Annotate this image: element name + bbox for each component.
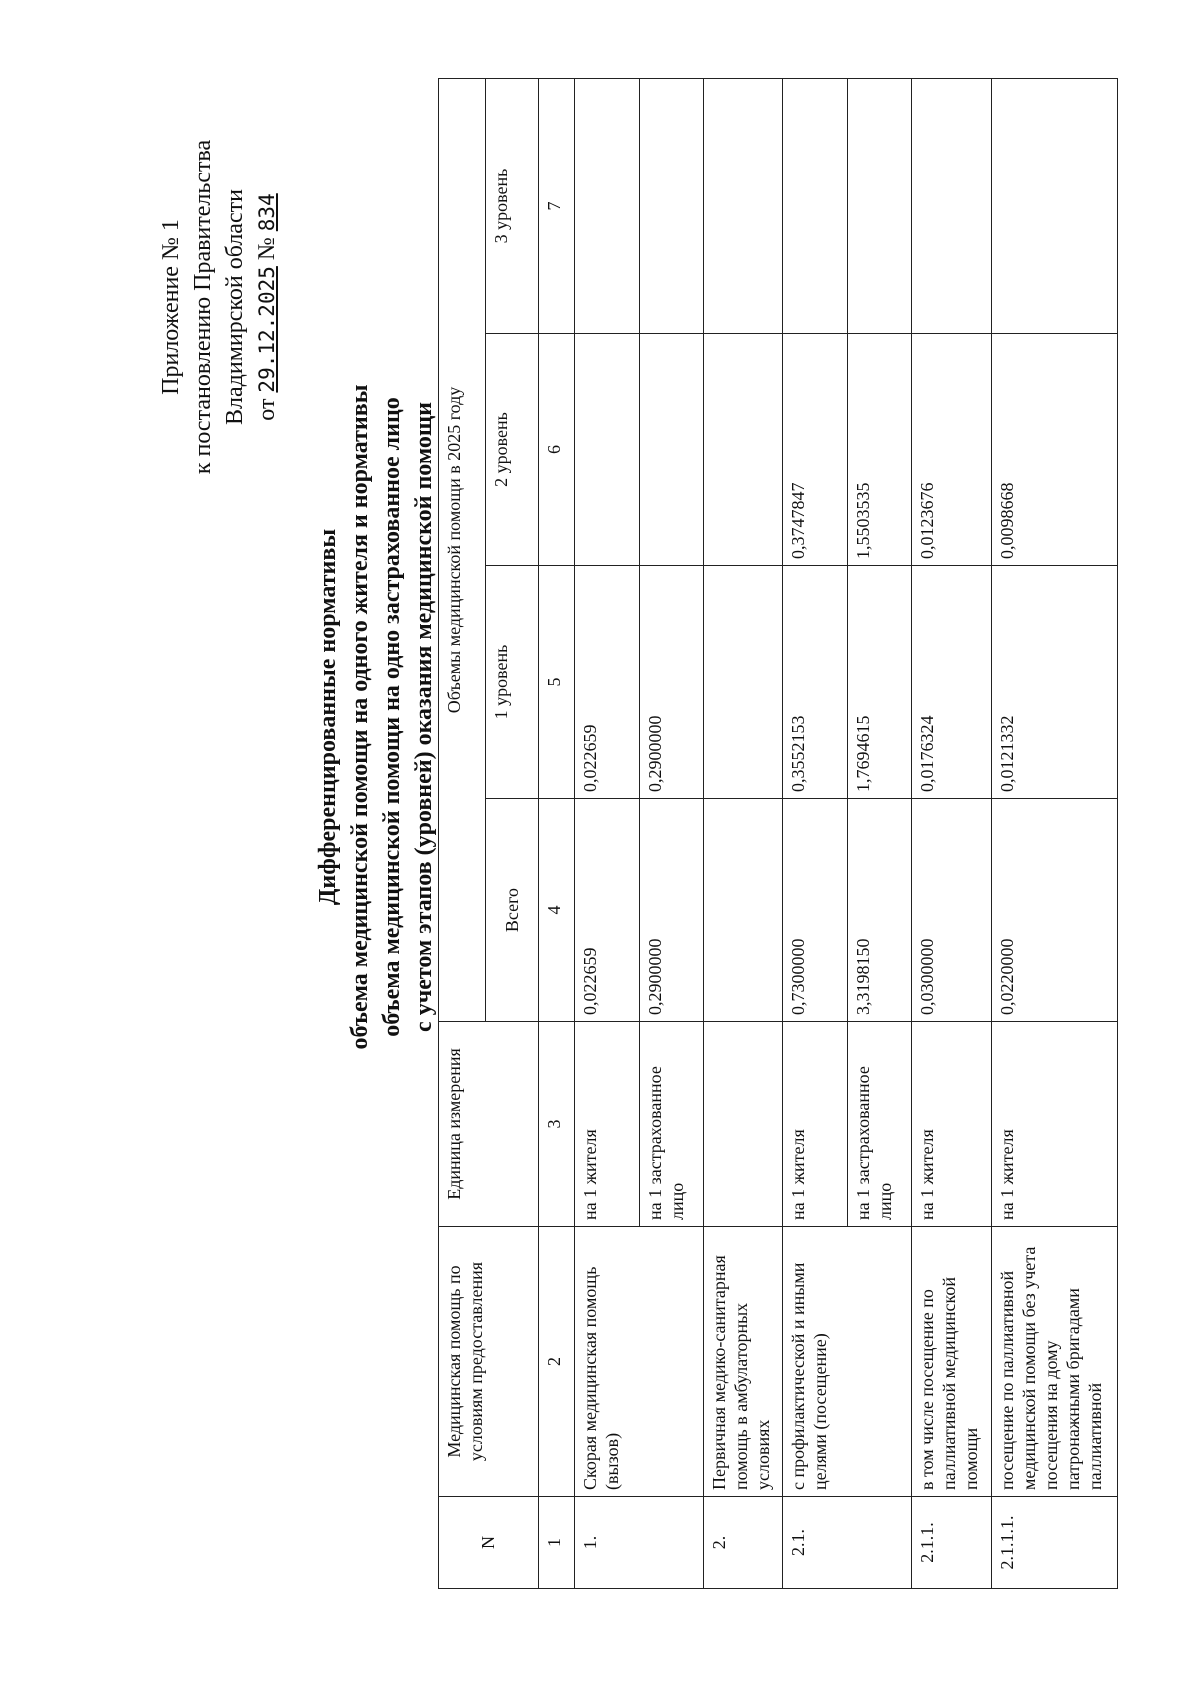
document-title	[312, 67, 440, 1367]
appendix-block	[155, 47, 283, 567]
row-level-1	[703, 566, 782, 799]
col-number-5: 5	[538, 566, 574, 799]
title-line-2: объема медицинской помощи на одного жителя и нормативы	[347, 384, 373, 1050]
row-level-1-1: 0,022659	[579, 724, 600, 792]
row-level-1: 0,0121332	[991, 566, 1117, 799]
row-number: 2.	[703, 1497, 782, 1589]
appendix-number-sign: №	[254, 237, 280, 261]
row-level-3	[912, 78, 991, 333]
row-level-3	[783, 78, 912, 333]
row-level-2	[703, 334, 782, 566]
header-level-1: 1 уровень	[485, 566, 538, 799]
row-total	[783, 799, 912, 1022]
row-level-2-2	[639, 334, 696, 565]
row-unit-1: на 1 жителя	[579, 1129, 600, 1220]
header-n: N	[439, 1497, 539, 1589]
title-line-4: с учетом этапов (уровней) оказания медицинской помощи	[411, 402, 437, 1032]
appendix-line-2: к постановлению Правительства	[190, 139, 216, 475]
row-level-3-1	[783, 79, 847, 333]
header-row-1	[439, 78, 486, 1588]
appendix-date-prefix: от	[254, 398, 280, 421]
row-total: 0,0300000	[912, 799, 991, 1022]
row-level-2: 0,0123676	[912, 334, 991, 566]
row-total	[703, 799, 782, 1022]
row-level-3	[574, 78, 703, 333]
row-level-3-1	[575, 79, 639, 333]
col-number-1: 1	[538, 1497, 574, 1589]
appendix-line-4	[251, 47, 283, 567]
row-number: 2.1.1.1.	[991, 1497, 1117, 1589]
row-level-2	[574, 334, 703, 566]
title-line-1: Дифференцированные нормативы	[315, 528, 341, 906]
appendix-number: 834	[255, 193, 279, 232]
row-total	[574, 799, 703, 1022]
header-volumes: Объемы медицинской помощи в 2025 году	[439, 78, 486, 1021]
row-level-1-2: 0,2900000	[639, 566, 696, 798]
row-care: Скорая медицинская помощь (вызов)	[574, 1227, 703, 1497]
appendix-line-1: Приложение № 1	[158, 219, 184, 395]
numbering-row	[538, 78, 574, 1588]
row-level-3-2	[639, 79, 696, 333]
row-level-1	[574, 566, 703, 799]
row-number: 2.1.1.	[912, 1497, 991, 1589]
col-number-2: 2	[538, 1227, 574, 1497]
row-level-2-2: 1,5503535	[847, 334, 904, 565]
row-level-1-1: 0,3552153	[788, 715, 809, 792]
row-unit-2: на 1 застрахованное лицо	[639, 1022, 696, 1226]
row-unit-2: на 1 застрахованное лицо	[847, 1022, 904, 1226]
row-level-2	[783, 334, 912, 566]
row-care: в том числе посещение по паллиативной медицинской помощи	[912, 1227, 991, 1497]
row-total-2: 3,3198150	[847, 799, 904, 1021]
row-total-1: 0,7300000	[788, 938, 809, 1015]
col-number-4: 4	[538, 799, 574, 1022]
table-row	[574, 78, 703, 1588]
row-unit	[703, 1022, 782, 1227]
table-row	[912, 78, 991, 1588]
row-level-1: 0,0176324	[912, 566, 991, 799]
header-total: Всего	[485, 799, 538, 1022]
row-unit	[574, 1022, 703, 1227]
row-care: Первичная медико-санитарная помощь в амбулаторных условиях	[703, 1227, 782, 1497]
appendix-date: 29.12.2025	[255, 266, 279, 393]
row-level-2: 0,0098668	[991, 334, 1117, 566]
row-number: 2.1.	[783, 1497, 912, 1589]
col-number-3: 3	[538, 1022, 574, 1227]
col-number-6: 6	[538, 334, 574, 566]
header-level-3: 3 уровень	[485, 78, 538, 333]
row-total-2: 0,2900000	[639, 799, 696, 1021]
header-unit: Единица измерения	[439, 1022, 539, 1227]
row-level-3-2	[847, 79, 904, 333]
header-care: Медицинская помощь по условиям предоставления	[439, 1227, 539, 1497]
row-number: 1.	[574, 1497, 703, 1589]
row-care: посещение по паллиативной медицинской помощи без учета посещения на дому патронажными бригадами паллиативной	[991, 1227, 1117, 1497]
row-level-1-2: 1,7694615	[847, 566, 904, 798]
row-total: 0,0220000	[991, 799, 1117, 1022]
row-unit-1: на 1 жителя	[788, 1129, 809, 1220]
row-level-1	[783, 566, 912, 799]
appendix-line-3: Владимирской области	[222, 189, 248, 425]
table-row	[991, 78, 1117, 1588]
row-unit: на 1 жителя	[912, 1022, 991, 1227]
norms-table	[438, 78, 1118, 1589]
row-unit	[783, 1022, 912, 1227]
row-level-3	[703, 78, 782, 333]
table-row	[783, 78, 912, 1588]
row-level-2-1	[575, 334, 639, 565]
row-total-1: 0,022659	[579, 947, 600, 1015]
row-care: с профилактической и иными целями (посещение)	[783, 1227, 912, 1497]
header-level-2: 2 уровень	[485, 334, 538, 566]
title-line-3: объема медицинской помощи на одно застрахованное лицо	[379, 397, 405, 1037]
row-unit: на 1 жителя	[991, 1022, 1117, 1227]
col-number-7: 7	[538, 78, 574, 333]
row-level-2-1: 0,3747847	[788, 482, 809, 559]
row-level-3	[991, 78, 1117, 333]
table-row	[703, 78, 782, 1588]
